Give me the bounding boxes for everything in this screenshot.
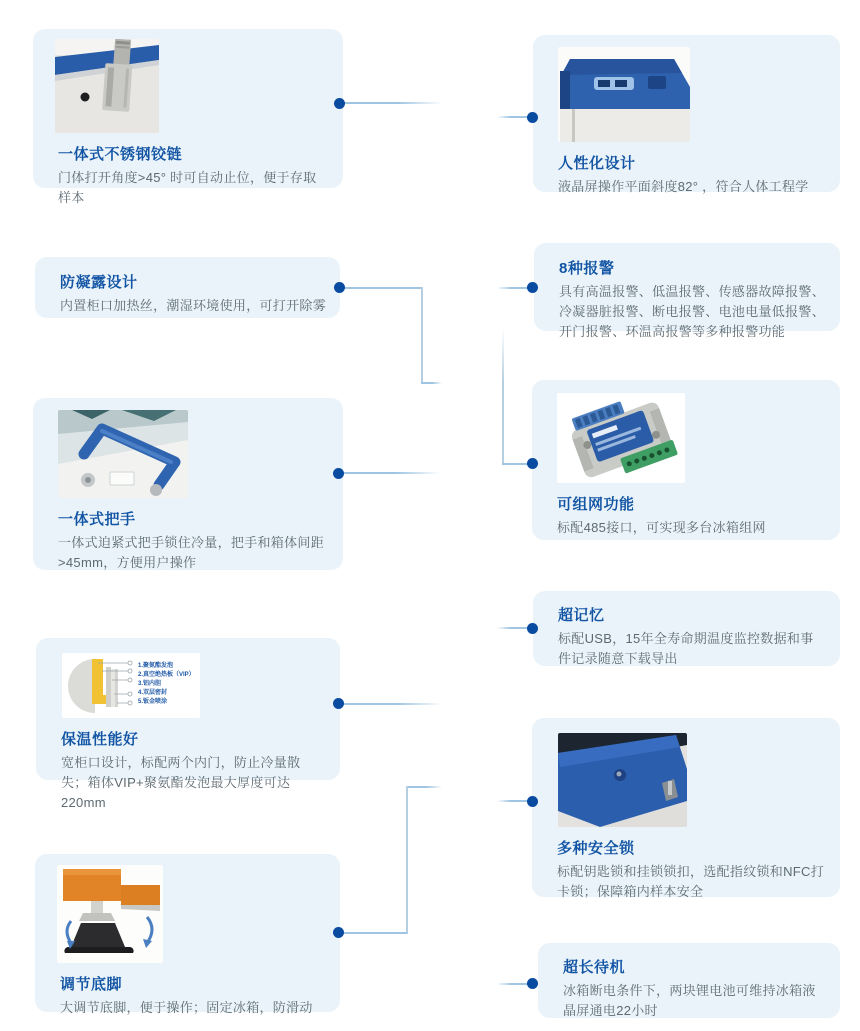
- connector-dot: [334, 282, 345, 293]
- connector-dot: [527, 112, 538, 123]
- connector-line: [497, 800, 528, 802]
- connector-line: [502, 463, 528, 465]
- feature-description: 标配485接口，可实现多台冰箱组网: [557, 520, 766, 535]
- connector-line: [407, 786, 442, 788]
- feature-description: 大调节底脚，便于操作；固定冰箱，防滑动: [60, 1000, 313, 1015]
- connector-dot: [334, 98, 345, 109]
- feature-title: 超记忆: [558, 607, 605, 624]
- connector-dot: [333, 927, 344, 938]
- feature-title: 人性化设计: [558, 155, 636, 172]
- connector-line: [497, 983, 528, 985]
- rs485-module-photo: [557, 393, 685, 483]
- feature-title: 8种报警: [559, 260, 615, 277]
- feature-description: 宽柜口设计，标配两个内门，防止冷量散失；箱体VIP+聚氨酯发泡最大厚度可达220mm: [61, 755, 301, 811]
- connector-line: [343, 703, 442, 705]
- feature-description: 门体打开角度>45° 时可自动止位，便于存取样本: [58, 170, 317, 206]
- feature-card-ergonomic-design: [533, 35, 840, 192]
- feature-title: 可组网功能: [557, 496, 635, 513]
- feature-title: 一体式把手: [58, 511, 136, 528]
- connector-dot: [333, 468, 344, 479]
- feature-description: 具有高温报警、低温报警、传感器故障报警、冷凝器脏报警、断电报警、电池电量低报警、开门报警、环温高报警等多种报警功能: [559, 284, 826, 340]
- feature-description: 标配钥匙锁和挂锁锁扣，选配指纹锁和NFC打卡锁；保障箱内样本安全: [557, 864, 825, 900]
- connector-line: [421, 287, 423, 384]
- feature-card-standby: [538, 943, 840, 1018]
- hinge-photo: [55, 39, 159, 133]
- diagram-label: 4.双层密封: [138, 690, 168, 696]
- connector-dot: [527, 282, 538, 293]
- connector-dot: [527, 796, 538, 807]
- handle-photo: [58, 410, 188, 498]
- connector-line: [406, 786, 408, 934]
- feature-description: 内置柜口加热丝，潮湿环境使用，可打开除雾: [60, 298, 327, 313]
- fridge-top-photo: [558, 47, 690, 142]
- connector-line: [343, 472, 440, 474]
- feature-title: 超长待机: [563, 959, 626, 976]
- diagram-label: 3.铝内胆: [138, 681, 162, 687]
- feature-card-handle: [33, 398, 343, 570]
- feature-card-networking: [532, 380, 840, 540]
- connector-line: [421, 382, 442, 384]
- connector-line: [497, 116, 528, 118]
- feature-title: 调节底脚: [60, 976, 123, 993]
- feature-title: 多种安全锁: [557, 840, 635, 857]
- feature-description: 一体式迫紧式把手锁住冷量，把手和箱体间距>45mm，方便用户操作: [58, 535, 325, 571]
- connector-line: [343, 932, 407, 934]
- connector-line: [345, 287, 423, 289]
- feature-description: 标配USB，15年全寿命期温度监控数据和事件记录随意下载导出: [558, 631, 814, 667]
- door-lock-photo: [558, 733, 687, 827]
- connector-dot: [527, 458, 538, 469]
- feature-card-alarms: [534, 243, 840, 340]
- feature-description: 液晶屏操作平面斜度82° ，符合人体工程学: [558, 179, 809, 194]
- feature-card-safety-locks: [532, 718, 840, 900]
- connector-line: [497, 287, 528, 289]
- adjustable-foot-photo: [57, 865, 163, 963]
- insulation-diagram: [62, 653, 200, 718]
- connector-dot: [333, 698, 344, 709]
- feature-card-anti-condensation: [35, 257, 340, 318]
- diagram-label: 2.真空绝热板（VIP）: [138, 672, 195, 678]
- feature-title: 防凝露设计: [60, 274, 138, 291]
- connector-line: [502, 328, 504, 465]
- feature-card-insulation: [36, 638, 340, 811]
- diagram-label: 5.钣金喷涂: [138, 699, 168, 705]
- feature-card-hinge: [33, 29, 343, 206]
- connector-line: [345, 102, 442, 104]
- feature-description: 冰箱断电条件下，两块锂电池可维持冰箱液晶屏通电22小时: [563, 983, 816, 1019]
- feature-title: 保温性能好: [61, 731, 139, 748]
- diagram-label: 1.聚氨酯发泡: [138, 663, 174, 669]
- feature-title: 一体式不锈钢铰链: [58, 146, 183, 163]
- connector-line: [497, 627, 528, 629]
- connector-dot: [527, 623, 538, 634]
- feature-card-memory: [533, 591, 840, 666]
- feature-card-adjustable-foot: [35, 854, 340, 1015]
- connector-dot: [527, 978, 538, 989]
